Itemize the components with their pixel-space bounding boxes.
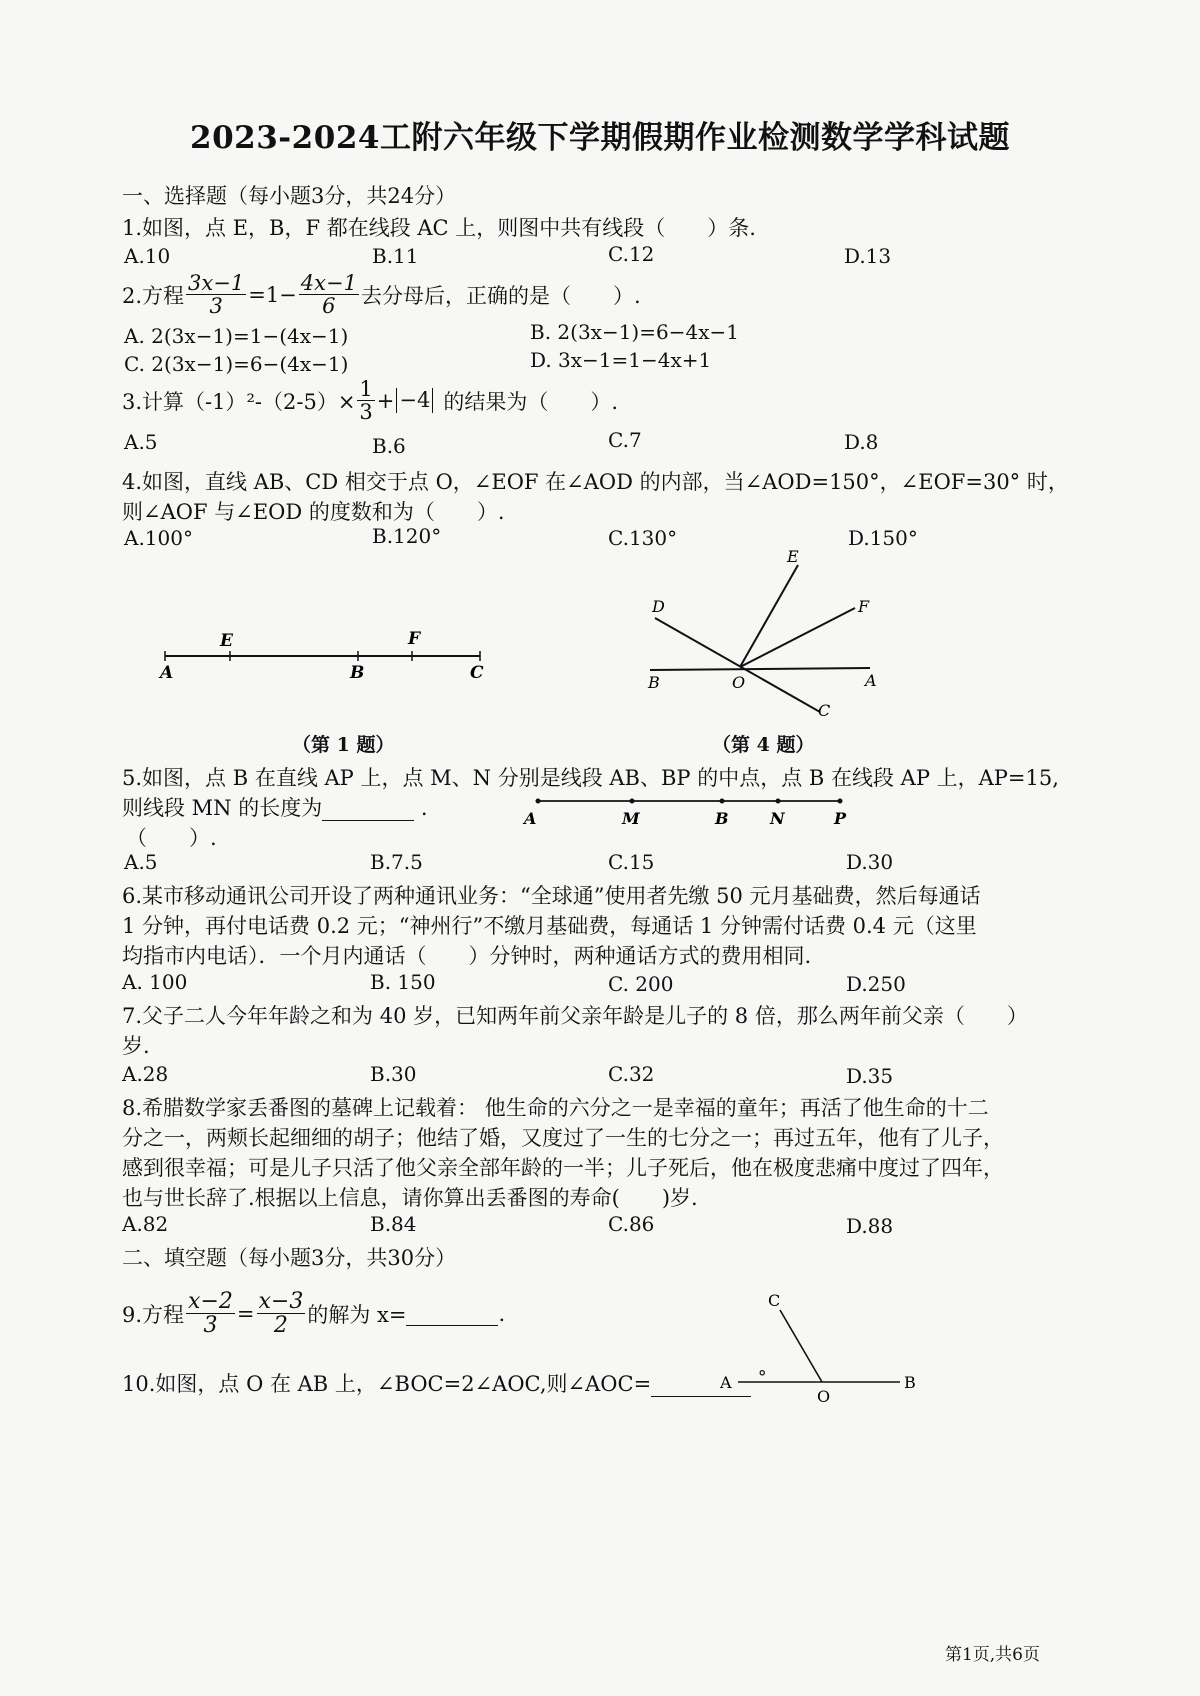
question-9-fraction-2 bbox=[257, 1290, 306, 1337]
question-6-option-c: C. 200 bbox=[608, 972, 674, 996]
question-6-line-2: 1 分钟，再付电话费 0.2 元；“神州行”不缴月基础费，每通话 1 分钟需付话费 0.4 元（这里 bbox=[122, 914, 977, 938]
question-2-suffix: 去分母后，正确的是（ ）. bbox=[360, 283, 641, 308]
point-label-b: B bbox=[350, 663, 365, 683]
question-3-option-d: D.8 bbox=[844, 430, 879, 454]
point-label-c: C bbox=[768, 1291, 781, 1310]
point-label-a: A bbox=[720, 1373, 732, 1392]
point-label-e: E bbox=[220, 631, 233, 651]
question-8-option-a: A.82 bbox=[122, 1212, 169, 1236]
point-label-f: F bbox=[408, 629, 421, 649]
fraction-denominator: 3 bbox=[203, 1313, 218, 1339]
question-1-option-a: A.10 bbox=[124, 244, 171, 268]
question-9-mid: = bbox=[236, 1301, 255, 1326]
question-3-suffix: 的结果为（ ）. bbox=[443, 389, 619, 414]
question-6-line-1: 6.某市移动通讯公司开设了两种通讯业务：“全球通”使用者先缴 50 元月基础费，然后每通话 bbox=[122, 884, 981, 908]
question-5-option-c: C.15 bbox=[608, 850, 655, 874]
page-number: 第1页,共6页 bbox=[944, 1645, 1040, 1665]
question-7-option-b: B.30 bbox=[370, 1062, 417, 1086]
question-5-line-2-end: . bbox=[420, 796, 428, 820]
question-2-mid: =1− bbox=[248, 282, 297, 307]
question-1-option-b: B.11 bbox=[372, 244, 419, 268]
question-2-stem bbox=[122, 272, 641, 317]
fraction-denominator: 3 bbox=[209, 294, 223, 319]
question-7-option-d: D.35 bbox=[846, 1064, 894, 1088]
question-2-fraction-1 bbox=[186, 272, 246, 317]
line-cd bbox=[655, 618, 820, 712]
question-6-option-d: D.250 bbox=[846, 972, 906, 996]
question-8-line-4: 也与世长辞了.根据以上信息，请你算出丢番图的寿命( )岁. bbox=[122, 1186, 698, 1210]
point-label-e: E bbox=[787, 547, 799, 566]
question-8-option-c: C.86 bbox=[608, 1212, 655, 1236]
fraction-denominator: 2 bbox=[273, 1313, 288, 1339]
point-label-o: O bbox=[732, 673, 746, 692]
fraction-numerator: x−3 bbox=[258, 1289, 304, 1314]
question-5-line-1: 5.如图，点 B 在直线 AP 上，点 M、N 分别是线段 AB、BP 的中点，点 B 在线段 AP 上，AP=15, bbox=[122, 766, 1059, 790]
section-heading-fill-in: 二、填空题（每小题3分，共30分） bbox=[122, 1246, 457, 1270]
question-2-option-b: B. 2(3x−1)=6−4x−1 bbox=[530, 320, 739, 344]
question-5-option-b: B.7.5 bbox=[370, 850, 423, 874]
question-5-segment-diagram bbox=[520, 788, 860, 830]
figure-4-angle-diagram bbox=[640, 540, 890, 725]
question-1-text: 1.如图，点 E，B，F 都在线段 AC 上，则图中共有线段（ ）条. bbox=[122, 216, 756, 240]
section-heading-choice: 一、选择题（每小题3分，共24分） bbox=[122, 184, 457, 208]
figure-4-caption: （第 4 题） bbox=[712, 734, 815, 756]
question-8-line-1: 8.希腊数学家丢番图的墓碑上记载着： 他生命的六分之一是幸福的童年；再活了他生命的十二 bbox=[122, 1096, 989, 1120]
question-8-option-d: D.88 bbox=[846, 1214, 894, 1238]
question-4-option-d: D.150° bbox=[848, 526, 918, 550]
point-label-b: B bbox=[715, 809, 729, 828]
question-4-option-c: C.130° bbox=[608, 526, 678, 550]
question-3-plus: + bbox=[376, 388, 395, 413]
point-label-a: A bbox=[160, 663, 174, 683]
question-5-line-3: （ ）. bbox=[126, 826, 217, 850]
question-9-suffix: 的解为 x= bbox=[307, 1302, 407, 1327]
fraction-denominator: 3 bbox=[359, 400, 373, 425]
question-9-prefix: 9.方程 bbox=[122, 1302, 185, 1327]
question-7-line-1: 7.父子二人今年年龄之和为 40 岁，已知两年前父亲年龄是儿子的 8 倍，那么两年前父亲（ ） bbox=[122, 1004, 1028, 1028]
figure-1-segment-diagram bbox=[150, 620, 500, 690]
point-label-a: A bbox=[865, 671, 877, 690]
question-4-option-a: A.100° bbox=[124, 526, 193, 550]
answer-blank bbox=[406, 1301, 498, 1326]
fraction-numerator: 3x−1 bbox=[188, 271, 245, 295]
point-label-p: P bbox=[834, 809, 847, 828]
question-5-line-2 bbox=[122, 792, 428, 822]
question-3-prefix: 3.计算（-1）²-（2-5）× bbox=[122, 389, 356, 414]
ray-oc bbox=[780, 1310, 822, 1382]
fraction-numerator: 4x−1 bbox=[300, 271, 357, 295]
question-5-line-2-text: 则线段 MN 的长度为 bbox=[122, 796, 323, 820]
question-8-line-3: 感到很幸福；可是儿子只活了他父亲全部年龄的一半；儿子死后，他在极度悲痛中度过了四年， bbox=[122, 1156, 1004, 1180]
question-4-option-b: B.120° bbox=[372, 524, 442, 548]
question-8-line-2: 分之一，两颊长起细细的胡子；他结了婚，又度过了一生的七分之一；再过五年，他有了儿子， bbox=[122, 1126, 1004, 1150]
question-10-degree: ° bbox=[757, 1368, 767, 1388]
question-2-fraction-2 bbox=[299, 272, 359, 317]
question-2-prefix: 2.方程 bbox=[122, 283, 185, 308]
point-label-d: D bbox=[652, 597, 665, 616]
question-1-option-c: C.12 bbox=[608, 242, 655, 266]
question-3-absolute-value: −4 bbox=[396, 388, 433, 413]
question-9-end: . bbox=[498, 1301, 506, 1326]
question-2-option-a: A. 2(3x−1)=1−(4x−1) bbox=[124, 324, 349, 348]
question-7-line-2: 岁. bbox=[122, 1034, 150, 1058]
figure-1-caption: （第 1 题） bbox=[292, 734, 395, 756]
question-5-option-a: A.5 bbox=[124, 850, 158, 874]
question-8-option-b: B.84 bbox=[370, 1212, 417, 1236]
fraction-numerator: x−2 bbox=[188, 1289, 233, 1314]
question-10-text: 10.如图，点 O 在 AB 上，∠BOC=2∠AOC,则∠AOC= bbox=[122, 1372, 652, 1396]
question-2-option-d: D. 3x−1=1−4x+1 bbox=[530, 348, 712, 372]
question-3-option-b: B.6 bbox=[372, 434, 406, 458]
question-7-option-a: A.28 bbox=[122, 1062, 169, 1086]
question-3-stem bbox=[122, 378, 618, 423]
question-10-stem bbox=[122, 1368, 767, 1398]
fraction-numerator: 1 bbox=[359, 377, 373, 401]
point-label-b: B bbox=[648, 673, 660, 692]
question-3-fraction bbox=[357, 378, 374, 423]
answer-blank bbox=[322, 796, 414, 821]
point-label-b: B bbox=[904, 1373, 916, 1392]
line-ab bbox=[650, 668, 870, 670]
question-3-option-a: A.5 bbox=[124, 430, 158, 454]
question-6-option-b: B. 150 bbox=[370, 970, 436, 994]
question-6-line-3: 均指市内电话）．一个月内通话（ ）分钟时，两种通话方式的费用相同. bbox=[122, 944, 812, 968]
point-label-f: F bbox=[858, 597, 870, 616]
point-label-a: A bbox=[524, 809, 537, 828]
question-4-line-1: 4.如图，直线 AB、CD 相交于点 O，∠EOF 在∠AOD 的内部，当∠AOD=150°，∠EOF=30° 时， bbox=[122, 470, 1069, 494]
question-5-option-d: D.30 bbox=[846, 850, 894, 874]
question-9-stem bbox=[122, 1290, 505, 1337]
point-label-o: O bbox=[817, 1387, 831, 1406]
page-title: 2023-2024工附六年级下学期假期作业检测数学学科试题 bbox=[190, 120, 1010, 156]
fraction-denominator: 6 bbox=[322, 294, 336, 319]
point-label-n: N bbox=[770, 809, 785, 828]
question-10-angle-diagram bbox=[712, 1288, 952, 1406]
question-6-option-a: A. 100 bbox=[122, 970, 188, 994]
question-9-fraction-1 bbox=[186, 1290, 235, 1337]
question-2-option-c: C. 2(3x−1)=6−(4x−1) bbox=[124, 352, 349, 376]
point-label-c: C bbox=[818, 701, 831, 720]
question-3-option-c: C.7 bbox=[608, 428, 642, 452]
point-label-m: M bbox=[622, 809, 640, 828]
question-1-option-d: D.13 bbox=[844, 244, 892, 268]
question-7-option-c: C.32 bbox=[608, 1062, 655, 1086]
point-label-c: C bbox=[470, 663, 484, 683]
question-4-line-2: 则∠AOF 与∠EOD 的度数和为（ ）. bbox=[122, 500, 505, 524]
